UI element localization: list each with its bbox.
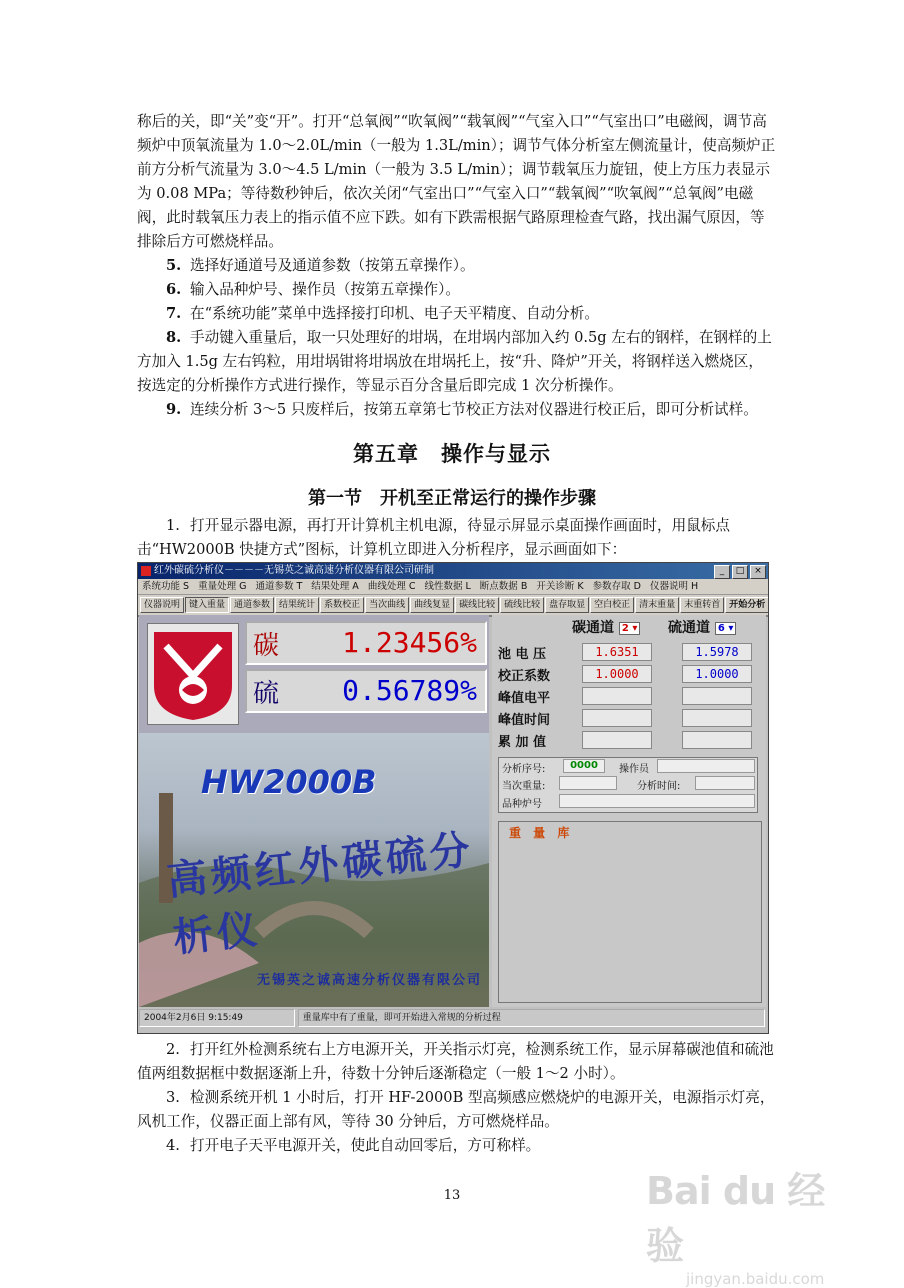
pool-voltage-label: 池 电 压 [498, 647, 547, 662]
splash-company: 无锡英之诚高速分析仪器有限公司 [257, 973, 483, 988]
sulfur-channel-select[interactable]: 6 ▾ [715, 622, 736, 635]
tool-clear-last-weight[interactable]: 清末重量 [635, 597, 679, 613]
menu-linear[interactable]: 线性数据 L [424, 581, 471, 592]
step-text: 打开红外检测系统右上方电源开关，开关指示灯亮，检测系统工作，显示屏幕碳池值和硫池值两组数据框中数据逐渐上升，待数十分钟后逐渐稳定（一般 1～2 小时）。 [137, 1041, 774, 1082]
peak-level-carbon [582, 687, 652, 705]
sulfur-label: 硫 [253, 679, 280, 709]
accum-sulfur [682, 731, 752, 749]
sulfur-value: 0.56789% [342, 674, 477, 707]
tool-sulfur-compare[interactable]: 硫线比较 [500, 597, 544, 613]
menu-help[interactable]: 仪器说明 H [649, 581, 699, 592]
watermark-url: jingyan.baidu.com [686, 1270, 825, 1288]
step-text: 在“系统功能”菜单中选择接打印机、电子天平精度、自动分析。 [190, 305, 599, 322]
section-step-1 [137, 514, 777, 562]
sulfur-channel [668, 617, 736, 637]
sulfur-channel-label: 硫通道 [668, 620, 710, 636]
menu-weight[interactable]: 重量处理 G [198, 581, 247, 592]
weight-store-title: 重 量 库 [509, 826, 574, 840]
section-step-2 [137, 1038, 777, 1086]
tool-channel-params[interactable]: 通道参数 [230, 597, 274, 613]
sulfur-readout [245, 669, 487, 713]
app-title-bar [138, 563, 768, 579]
status-bar [139, 1009, 765, 1027]
furnace-input[interactable] [559, 794, 755, 808]
status-datetime: 2004年2月6日 9:15:49 [139, 1009, 295, 1027]
accum-label: 累 加 值 [498, 735, 547, 750]
peak-time-carbon [582, 709, 652, 727]
weight-input[interactable] [559, 776, 617, 790]
time-label: 分析时间: [637, 781, 681, 792]
cal-coef-label: 校正系数 [498, 669, 551, 684]
step-6 [137, 278, 777, 302]
menu-param-io[interactable]: 参数存取 D [592, 581, 641, 592]
logo-emblem-icon [148, 624, 238, 724]
step-number: 4. [166, 1137, 180, 1154]
tool-enter-weight[interactable]: 键入重量 [185, 597, 229, 613]
app-window-screenshot [137, 562, 769, 1034]
step-number: 7. [166, 305, 182, 322]
section-step-4 [137, 1134, 777, 1158]
tool-help[interactable]: 仪器说明 [140, 597, 184, 613]
company-logo [147, 623, 239, 725]
app-icon [141, 566, 151, 576]
peak-level-label: 峰值电平 [498, 691, 551, 706]
status-message: 重量库中有了重量，即可开始进入常规的分析过程 [298, 1009, 765, 1027]
splash-title: 高频红外碳硫分析仪 [164, 825, 476, 962]
splash-model: HW2000B [201, 763, 377, 801]
chapter-title: 第五章 操作与显示 [353, 442, 551, 466]
right-panel [492, 615, 766, 1007]
seq-value: 0000 [563, 759, 605, 773]
carbon-channel-select[interactable]: 2 ▾ [619, 622, 640, 635]
step-text: 检测系统开机 1 小时后，打开 HF-2000B 型高频感应燃烧炉的电源开关，电源指示灯亮，风机工作，仪器正面上部有风，等待 30 分钟后，方可燃烧样品。 [137, 1089, 775, 1130]
splash-image [139, 733, 489, 1007]
toolbar [138, 595, 768, 617]
close-button[interactable]: × [750, 565, 766, 579]
section-title: 第一节 开机至正常运行的操作步骤 [308, 488, 596, 509]
page-number: 13 [443, 1188, 461, 1203]
baidu-watermark [646, 1160, 836, 1288]
menu-bar [138, 579, 768, 595]
tool-last-to-first[interactable]: 末重转首 [680, 597, 724, 613]
step-number: 8. [166, 329, 182, 346]
app-title: 红外碳硫分析仪－－－－无锡英之诚高速分析仪器有限公司研制 [154, 565, 434, 576]
tool-coef-cal[interactable]: 系数校正 [320, 597, 364, 613]
step-8 [137, 326, 777, 398]
menu-curve[interactable]: 曲线处理 C [367, 581, 416, 592]
cal-coef-carbon: 1.0000 [582, 665, 652, 683]
peak-time-label: 峰值时间 [498, 713, 551, 728]
carbon-value: 1.23456% [342, 626, 477, 659]
pool-voltage-carbon: 1.6351 [582, 643, 652, 661]
menu-result[interactable]: 结果处理 A [311, 581, 359, 592]
tool-disk-io[interactable]: 盘存取显 [545, 597, 589, 613]
tool-curve-replay[interactable]: 曲线复显 [410, 597, 454, 613]
analysis-info-panel [498, 757, 758, 813]
tool-current-curve[interactable]: 当次曲线 [365, 597, 409, 613]
furnace-label: 品种炉号 [502, 799, 542, 810]
cal-coef-sulfur: 1.0000 [682, 665, 752, 683]
menu-breakpoint[interactable]: 断点数据 B [479, 581, 528, 592]
peak-time-sulfur [682, 709, 752, 727]
maximize-button[interactable]: □ [732, 565, 748, 579]
peak-level-sulfur [682, 687, 752, 705]
step-number: 2. [166, 1041, 180, 1058]
pool-voltage-sulfur: 1.5978 [682, 643, 752, 661]
step-number: 1. [166, 517, 180, 534]
step-9 [137, 398, 777, 422]
step-number: 3. [166, 1089, 180, 1106]
weight-store-panel [498, 821, 762, 1003]
seq-label: 分析序号: [502, 764, 546, 775]
watermark-logo: Bai du 经验 [646, 1169, 825, 1268]
time-value [695, 776, 755, 790]
carbon-readout [245, 621, 487, 665]
step-text: 打开电子天平电源开关，使此自动回零后，方可称样。 [190, 1137, 541, 1154]
operator-label: 操作员 [619, 764, 649, 775]
menu-system[interactable]: 系统功能 S [142, 581, 190, 592]
carbon-channel-label: 碳通道 [572, 620, 614, 636]
paragraph-continued: 称后的关，即“关”变“开”。打开“总氧阀”“吹氧阀”“载氧阀”“气室入口”“气室出口”电磁阀，调节高频炉中顶氧流量为 1.0～2.0L/min（一般为 1.3L/min）；调节气体分析室左侧流量计，使高频炉正前方分析气流量为 3.0～4.5 L/min（一般为 3.5 L/min）；调节载氧压力旋钮，使上方压力表显示为 0.08 MPa；等待数秒钟后，依次关闭“气室出口”“气室入口”“载氧阀”“吹氧阀”“总氧阀”电磁阀，此时载氧压力表上的指示值不应下跌。如有下跌需根据气路原理检查气路，找出漏气原因，等排除后方可燃烧样品。 [137, 113, 776, 250]
menu-switch-diag[interactable]: 开关诊断 K [536, 581, 584, 592]
step-text: 连续分析 3～5 只废样后，按第五章第七节校正方法对仪器进行校正后，即可分析试样。 [190, 401, 758, 418]
step-7 [137, 302, 777, 326]
step-text: 输入品种炉号、操作员（按第五章操作）。 [190, 281, 460, 298]
step-text: 打开显示器电源，再打开计算机主机电源，待显示屏显示桌面操作画面时，用鼠标点击“HW2000B 快捷方式”图标，计算机立即进入分析程序，显示画面如下： [137, 517, 730, 558]
tool-blank-cal[interactable]: 空白校正 [590, 597, 634, 613]
operator-input[interactable] [657, 759, 755, 773]
step-text: 手动键入重量后，取一只处理好的坩埚，在坩埚内部加入约 0.5g 左右的钢样，在钢样的上方加入 1.5g 左右钨粒，用坩埚钳将坩埚放在坩埚托上，按“升、降炉”开关，将钢样送入燃烧区，按选定的分析操作方式进行操作，等显示百分含量后即完成 1 次分析操作。 [137, 329, 772, 394]
step-number: 5. [166, 257, 182, 274]
tool-result-stats[interactable]: 结果统计 [275, 597, 319, 613]
step-number: 9. [166, 401, 182, 418]
step-5 [137, 254, 777, 278]
left-panel [139, 615, 489, 1007]
accum-carbon [582, 731, 652, 749]
menu-channel[interactable]: 通道参数 T [255, 581, 303, 592]
tool-start-analysis[interactable]: 开始分析 [725, 597, 769, 613]
carbon-label: 碳 [253, 631, 280, 661]
step-text: 选择好通道号及通道参数（按第五章操作）。 [190, 257, 475, 274]
carbon-channel [572, 617, 640, 637]
section-step-3 [137, 1086, 777, 1134]
tool-carbon-compare[interactable]: 碳线比较 [455, 597, 499, 613]
minimize-button[interactable]: _ [714, 565, 730, 579]
step-number: 6. [166, 281, 182, 298]
weight-label: 当次重量: [502, 781, 546, 792]
